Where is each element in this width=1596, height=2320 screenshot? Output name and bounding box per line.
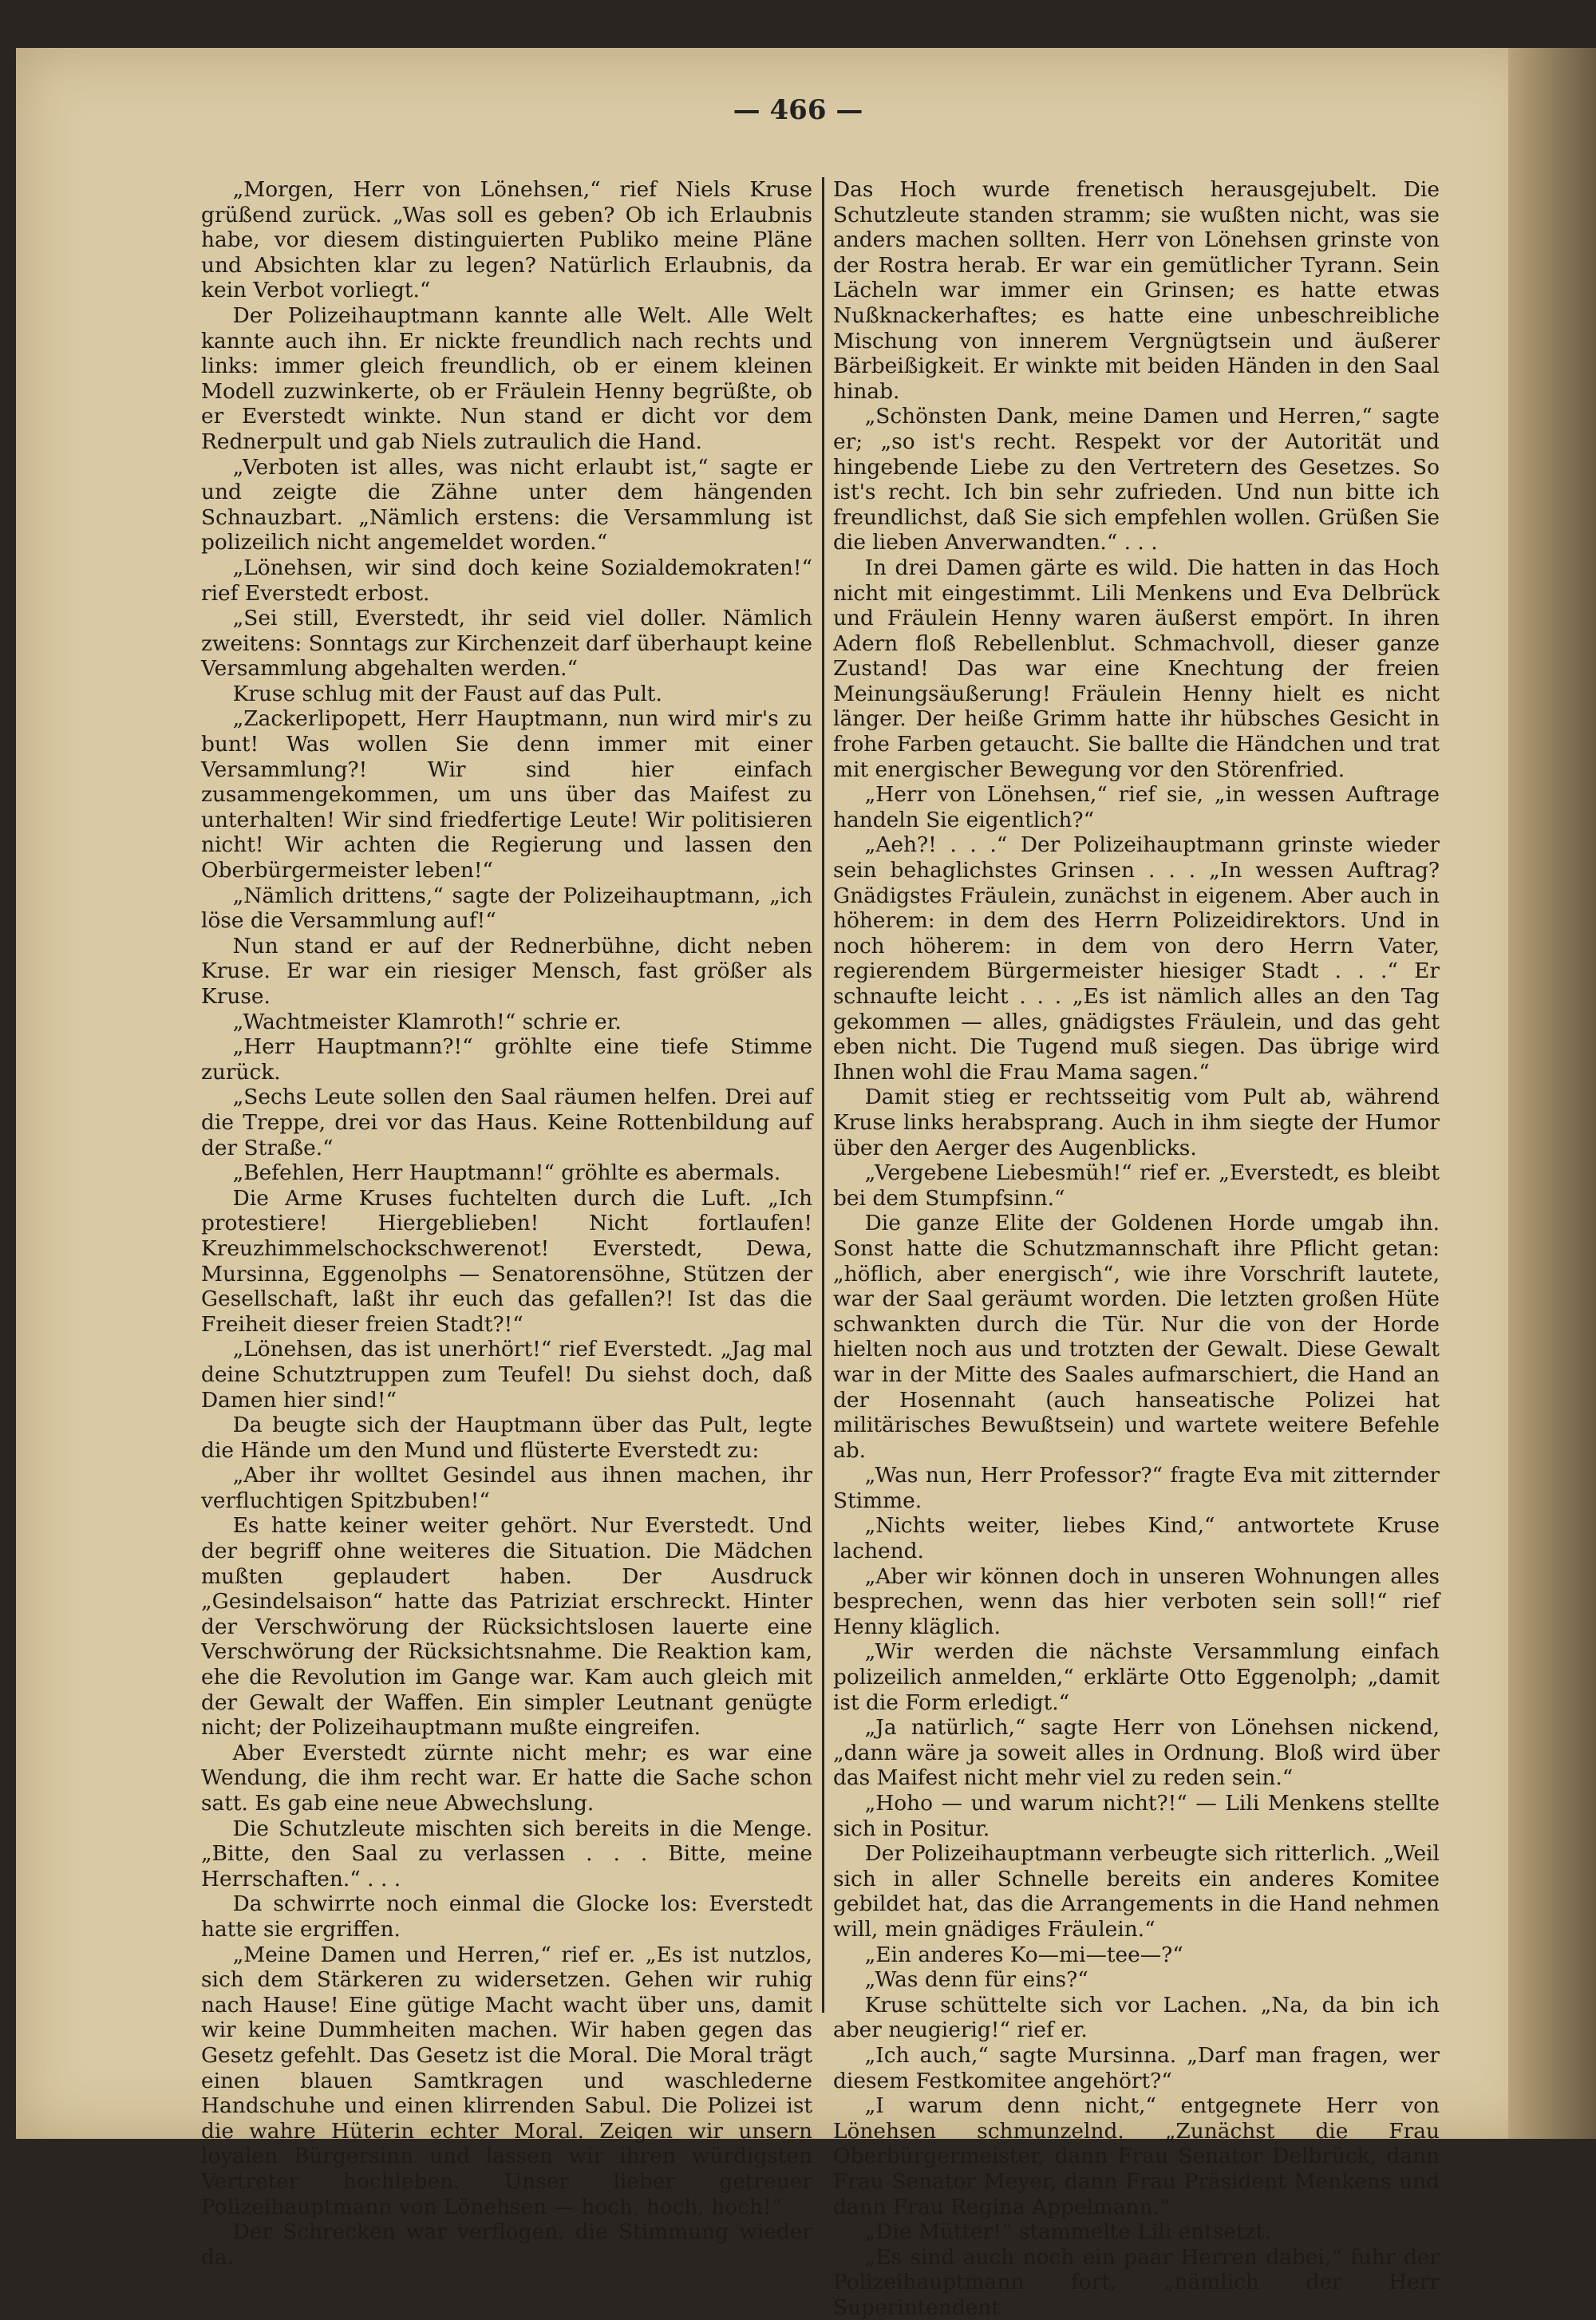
paragraph: „Nichts weiter, liebes Kind,“ antwortete Kruse lachend.: [833, 1513, 1440, 1564]
paragraph: „Aber wir können doch in unseren Wohnungen alles besprechen, wenn das hier verboten sein soll!“ rief Henny kläglich.: [833, 1563, 1440, 1639]
paragraph: „Wachtmeister Klamroth!“ schrie er.: [232, 1009, 622, 1034]
paragraph: Der Polizeihauptmann verbeugte sich ritterlich. „Weil sich in aller Schnelle bereits ein anderes Komitee gebildet hat, das die Arrangements in die Hand nehmen will, mein gnädiges Fräulein.“: [833, 1841, 1440, 1942]
paragraph: „Wir werden die nächste Versammlung einfach polizeilich anmelden,“ erklärte Otto Eggenolph; „damit ist die Form erledigt.“: [833, 1639, 1440, 1715]
paragraph: Kruse schüttelte sich vor Lachen. „Na, da bin ich aber neugierig!“ rief er.: [833, 1992, 1440, 2043]
left-column: [201, 177, 812, 2270]
page-number: — 466 —: [733, 94, 863, 126]
paragraph: „Was denn für eins?“: [864, 1967, 1088, 1993]
paragraph: „Die Mütter!“ stammelte Lili entsetzt.: [864, 2219, 1271, 2245]
paragraph: „Verboten ist alles, was nicht erlaubt ist,“ sagte er und zeigte die Zähne unter dem hängenden Schnauzbart. „Nämlich erstens: die Versammlung ist polizeilich nicht angemeldet worden.“: [201, 454, 812, 555]
paragraph: „Sechs Leute sollen den Saal räumen helfen. Drei auf die Treppe, drei vor das Haus. Keine Rottenbildung auf der Straße.“: [201, 1085, 812, 1160]
page-gutter: [1508, 48, 1596, 2139]
paragraph: „Ja natürlich,“ sagte Herr von Lönehsen nickend, „dann wäre ja soweit alles in Ordnung. Bloß wird über das Maifest nicht mehr viel zu reden sein.“: [833, 1715, 1440, 1791]
paragraph: Das Hoch wurde frenetisch herausgejubelt. Die Schutzleute standen stramm; sie wußten nicht, was sie anders machen sollten. Herr von Lönehsen grinste von der Rostra herab. Er war ein gemütlicher Tyrann. Sein Lächeln war immer ein Grinsen; es hatte etwas Nußknackerhaftes; es hatte eine unbeschreibliche Mischung von innerem Vergnügtsein und äußerer Bärbeißigkeit. Er winkte mit beiden Händen in den Saal hinab.: [833, 177, 1440, 404]
paragraph: „Hoho — und warum nicht?!“ — Lili Menkens stellte sich in Positur.: [833, 1791, 1440, 1841]
paragraph: „Schönsten Dank, meine Damen und Herren,“ sagte er; „so ist's recht. Respekt vor der Autorität und hingebende Liebe zu den Vertretern des Gesetzes. So ist's recht. Ich bin sehr zufrieden. Und nun bitte ich freundlichst, daß Sie sich empfehlen wollen. Grüßen Sie die lieben Anverwandten.“ . . .: [833, 404, 1440, 555]
paragraph: Da beugte sich der Hauptmann über das Pult, legte die Hände um den Mund und flüsterte Everstedt zu:: [201, 1413, 812, 1463]
paragraph: „Was nun, Herr Professor?“ fragte Eva mit zitternder Stimme.: [833, 1463, 1440, 1513]
paragraph: „Sei still, Everstedt, ihr seid viel doller. Nämlich zweitens: Sonntags zur Kirchenzeit darf überhaupt keine Versammlung abgehalten werden.“: [201, 606, 812, 682]
paragraph: In drei Damen gärte es wild. Die hatten in das Hoch nicht mit eingestimmt. Lili Menkens und Eva Delbrück und Fräulein Henny waren äußerst empört. In ihren Adern floß Rebellenblut. Schmachvoll, dieser ganze Zustand! Das war eine Knechtung der freien Meinungsäußerung! Fräulein Henny hielt es nicht länger. Der heiße Grimm hatte ihr hübsches Gesicht in frohe Farben getaucht. Sie ballte die Händchen und trat mit energischer Bewegung vor den Störenfried.: [833, 555, 1440, 782]
paragraph: „Aber ihr wolltet Gesindel aus ihnen machen, ihr verfluchtigen Spitzbuben!“: [201, 1463, 812, 1513]
paragraph: „Vergebene Liebesmüh!“ rief er. „Everstedt, es bleibt bei dem Stumpfsinn.“: [833, 1160, 1440, 1211]
right-column: [833, 177, 1440, 2320]
paragraph: „Nämlich drittens,“ sagte der Polizeihauptmann, „ich löse die Versammlung auf!“: [201, 883, 812, 934]
paragraph: „Ein anderes Ko—mi—tee—?“: [864, 1942, 1183, 1967]
paragraph: Die ganze Elite der Goldenen Horde umgab ihn. Sonst hatte die Schutzmannschaft ihre Pflicht getan: „höflich, aber energisch“, wie ihre Vorschrift lautete, war der Saal geräumt worden. Die letzten großen Hüte schwankten durch die Tür. Nur die von der Horde hielten noch aus und trotzten der Gewalt. Diese Gewalt war in der Mitte des Saales aufmarschiert, die Hand an der Hosennaht (auch hanseatische Polizei hat militärisches Bewußtsein) und wartete weitere Befehle ab.: [833, 1211, 1440, 1463]
paragraph: „Lönehsen, wir sind doch keine Sozialdemokraten!“ rief Everstedt erbost.: [201, 555, 812, 606]
paragraph: Nun stand er auf der Rednerbühne, dicht neben Kruse. Er war ein riesiger Mensch, fast größer als Kruse.: [201, 933, 812, 1009]
paragraph: „Ich auch,“ sagte Mursinna. „Darf man fragen, wer diesem Festkomitee angehört?“: [833, 2042, 1440, 2093]
paragraph: „Aeh?! . . .“ Der Polizeihauptmann grinste wieder sein behaglichstes Grinsen . . . „In wessen Auftrag? Gnädigstes Fräulein, zunächst in eigenem. Aber auch in höherem: in dem des Herrn Polizeidirektors. Und in noch höherem: in dem von dero Herrn Vater, regierendem Bürgermeister hiesiger Stadt . . .“ Er schnaufte leicht . . . „Es ist nämlich alles an den Tag gekommen — alles, gnädigstes Fräulein, und das geht eben nicht. Die Tugend muß siegen. Das übrige wird Ihnen wohl die Frau Mama sagen.“: [833, 832, 1440, 1085]
paragraph: Die Schutzleute mischten sich bereits in die Menge. „Bitte, den Saal zu verlassen . . . Bitte, meine Herrschaften.“ . . .: [201, 1816, 812, 1891]
paragraph: „Herr von Lönehsen,“ rief sie, „in wessen Auftrage handeln Sie eigentlich?“: [833, 782, 1440, 832]
paragraph: Aber Everstedt zürnte nicht mehr; es war eine Wendung, die ihm recht war. Er hatte die Sache schon satt. Es gab eine neue Abwechslung.: [201, 1740, 812, 1816]
paragraph: „I warum denn nicht,“ entgegnete Herr von Lönehsen schmunzelnd. „Zunächst die Frau Oberbürgermeister, dann Frau Senator Delbrück, dann Frau Senator Meyer, dann Frau Präsident Menkens und dann Frau Regina Appelmann.“: [833, 2093, 1440, 2219]
paragraph: Damit stieg er rechtsseitig vom Pult ab, während Kruse links herabsprang. Auch in ihm siegte der Humor über den Aerger des Augenblicks.: [833, 1085, 1440, 1160]
paragraph: „Befehlen, Herr Hauptmann!“ gröhlte es abermals.: [232, 1160, 781, 1186]
paragraph: „Lönehsen, das ist unerhört!“ rief Everstedt. „Jag mal deine Schutztruppen zum Teufel! Du siehst doch, daß Damen hier sind!“: [201, 1337, 812, 1413]
paragraph: Es hatte keiner weiter gehört. Nur Everstedt. Und der begriff ohne weiteres die Situation. Die Mädchen mußten geplaudert haben. Der Ausdruck „Gesindelsaison“ hatte das Patriziat erschreckt. Hinter der Verschwörung der Rücksichtslosen lauerte eine Verschwörung der Rücksichtsnahme. Die Reaktion kam, ehe die Revolution im Gange war. Kam auch gleich mit der Gewalt der Waffen. Ein simpler Leutnant genügte nicht; der Polizeihauptmann mußte eingreifen.: [201, 1513, 812, 1741]
paragraph: „Herr Hauptmann?!“ gröhlte eine tiefe Stimme zurück.: [201, 1034, 812, 1085]
paragraph: „Morgen, Herr von Lönehsen,“ rief Niels Kruse grüßend zurück. „Was soll es geben? Ob ich Erlaubnis habe, vor diesem distinguierten Publiko meine Pläne und Absichten klar zu legen? Natürlich Erlaubnis, da kein Verbot vorliegt.“: [201, 177, 812, 303]
paragraph: „Zackerlipopett, Herr Hauptmann, nun wird mir's zu bunt! Was wollen Sie denn immer mit einer Versammlung?! Wir sind hier einfach zusammengekommen, um uns über das Maifest zu unterhalten! Wir sind friedfertige Leute! Wir politisieren nicht! Wir achten die Regierung und lassen den Oberbürgermeister leben!“: [201, 706, 812, 883]
paragraph: Der Polizeihauptmann kannte alle Welt. Alle Welt kannte auch ihn. Er nickte freundlich nach rechts und links: immer gleich freundlich, ob er einem kleinen Modell zuzwinkerte, ob er Fräulein Henny begrüßte, ob er Everstedt winkte. Nun stand er dicht vor dem Rednerpult und gab Niels zutraulich die Hand.: [201, 302, 812, 454]
column-divider: [822, 177, 824, 2013]
paragraph: „Es sind auch noch ein paar Herren dabei,“ fuhr der Polizeihauptmann fort, „nämlich der Herr Superintendent: [833, 2244, 1440, 2320]
paragraph: Da schwirrte noch einmal die Glocke los: Everstedt hatte sie ergriffen.: [201, 1891, 812, 1942]
paragraph: Die Arme Kruses fuchtelten durch die Luft. „Ich protestiere! Hiergeblieben! Nicht fortlaufen! Kreuzhimmelschockschwerenot! Everstedt, Dewa, Mursinna, Eggenolphs — Senatorensöhne, Stützen der Gesellschaft, laßt ihr euch das gefallen?! Ist das die Freiheit dieser freien Stadt?!“: [201, 1185, 812, 1337]
paragraph: Kruse schlug mit der Faust auf das Pult.: [232, 681, 662, 706]
paragraph: Der Schrecken war verflogen, die Stimmung wieder da.: [201, 2219, 812, 2270]
paragraph: „Meine Damen und Herren,“ rief er. „Es ist nutzlos, sich dem Stärkeren zu widersetzen. Gehen wir ruhig nach Hause! Eine gütige Macht wacht über uns, damit wir keine Dummheiten machen. Wir haben gegen das Gesetz gefehlt. Das Gesetz ist die Moral. Die Moral trägt einen blauen Samtkragen und waschlederne Handschuhe und einen klirrenden Sabul. Die Polizei ist die wahre Hüterin echter Moral. Zeigen wir unsern loyalen Bürgersinn und lassen wir ihren würdigsten Vertreter hochleben. Unser lieber getreuer Polizeihauptmann von Lönehsen — hoch, hoch, hoch!“: [201, 1942, 812, 2219]
